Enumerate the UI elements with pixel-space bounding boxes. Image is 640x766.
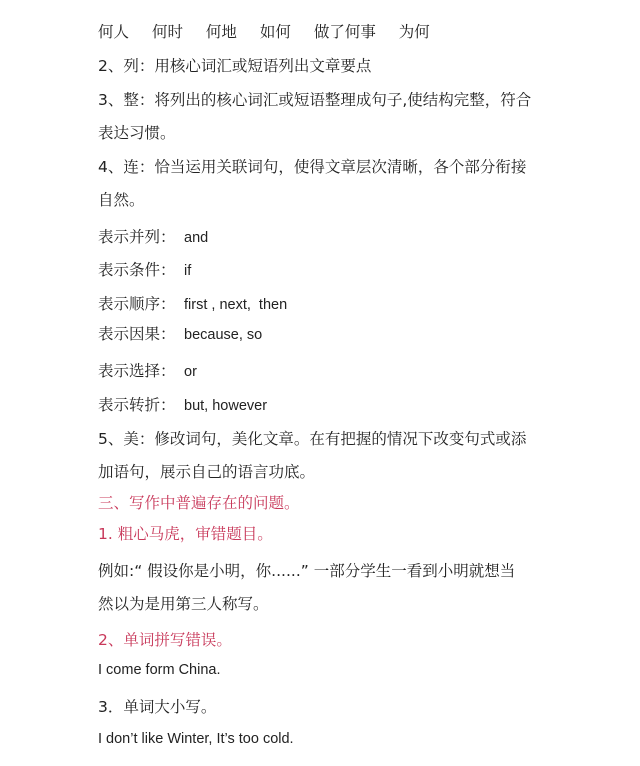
section-3-heading: 三、写作中普遍存在的问题。 [98, 494, 300, 512]
connective-label: 表示选择： [98, 362, 176, 380]
step-3-line-2: 表达习惯。 [98, 124, 176, 142]
connective-words: first , next, then [184, 297, 288, 313]
connective-label: 表示顺序： [98, 295, 176, 313]
connective-label: 表示条件： [98, 261, 176, 279]
connective-condition [98, 258, 191, 280]
connective-cause-effect [98, 322, 262, 344]
step-3-line-1: 3、整：将列出的核心词汇或短语整理成句子,使结构完整，符合 [98, 91, 532, 109]
connective-words: if [184, 263, 192, 279]
step-5-line-1: 5、美：修改词句，美化文章。在有把握的情况下改变句式或添 [98, 430, 527, 448]
connective-label: 表示因果： [98, 325, 176, 343]
connective-choice [98, 359, 197, 381]
problem-3-example: I don’t like Winter, It’s too cold. [98, 731, 294, 747]
connective-label: 表示并列： [98, 228, 176, 246]
problem-2-example: I come form China. [98, 662, 221, 678]
connective-words: but, however [184, 398, 268, 414]
word-where: 何地 [205, 23, 237, 41]
step-5-line-2: 加语句，展示自己的语言功底。 [98, 463, 316, 481]
connective-words: and [184, 230, 209, 246]
connective-contrast [98, 393, 267, 415]
problem-2-title: 2、单词拼写错误。 [98, 631, 232, 649]
word-why: 为何 [398, 23, 430, 41]
connective-words: or [184, 364, 197, 380]
step-4-line-1: 4、连：恰当运用关联词句，使得文章层次清晰，各个部分衔接 [98, 158, 527, 176]
problem-1-title: 1. 粗心马虎，审错题目。 [98, 525, 273, 543]
connective-parallel [98, 225, 208, 247]
problem-3-title: 3．单词大小写。 [98, 698, 217, 716]
step-4-line-2: 自然。 [98, 191, 145, 209]
step-2: 2、列：用核心词汇或短语列出文章要点 [98, 57, 372, 75]
problem-1-example-line-1: 例如:“ 假设你是小明，你......” 一部分学生一看到小明就想当 [98, 562, 516, 580]
word-what: 做了何事 [313, 23, 376, 41]
connective-sequence [98, 292, 287, 314]
word-when: 何时 [151, 23, 183, 41]
connective-words: because, so [184, 327, 263, 343]
line-who-when-where [98, 20, 448, 42]
problem-1-example-line-2: 然以为是用第三人称写。 [98, 595, 269, 613]
connective-label: 表示转折： [98, 396, 176, 414]
word-how: 如何 [259, 23, 291, 41]
word-who: 何人 [98, 23, 130, 41]
